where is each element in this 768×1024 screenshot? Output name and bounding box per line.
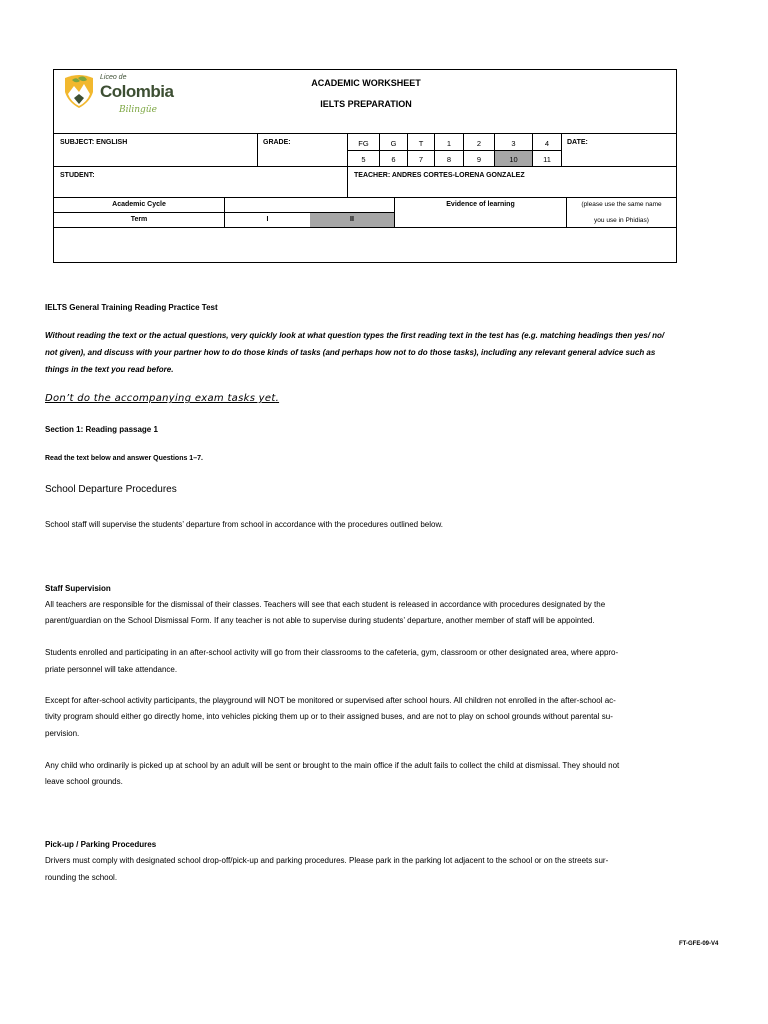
intro-line: not given), and discuss with your partner how to do those kinds of tasks (and perhaps how not to do those tasks), including any relevant general advice such as — [45, 348, 656, 357]
paragraph-line: parent/guardian on the School Dismissal Form. If any teacher is not able to supervise during students’ departure, another member of staff will be appointed. — [45, 616, 595, 625]
intro-line: Without reading the text or the actual questions, very quickly look at what question types the first reading text in the test has (e.g. matching headings then yes/ no/ — [45, 331, 665, 340]
instruction-note: Don’t do the accompanying exam tasks yet. — [45, 393, 280, 404]
grade-cell: 8 — [446, 155, 452, 164]
paragraph-line: priate personnel will take attendance. — [45, 665, 178, 674]
paragraph-line: pervision. — [45, 729, 80, 738]
worksheet-title: ACADEMIC WORKSHEET — [311, 78, 421, 88]
academic-cycle-label: Academic Cycle — [112, 201, 166, 208]
student-label: STUDENT: — [60, 172, 95, 179]
grade-cell: G — [390, 139, 397, 148]
passage-title: School Departure Procedures — [45, 484, 177, 495]
paragraph-line: Students enrolled and participating in an after-school activity will go from their classrooms to the cafeteria, gym, classroom or other designated area, where appro- — [45, 648, 619, 657]
divider — [561, 133, 562, 166]
grade-cell: 6 — [391, 155, 396, 164]
worksheet-header-table — [53, 69, 677, 263]
grade-cell: 3 — [511, 139, 516, 148]
paragraph-line: rounding the school. — [45, 873, 118, 882]
subheading-pickup-parking: Pick-up / Parking Procedures — [45, 840, 157, 849]
logo-colombia-text: Colombia — [100, 82, 174, 101]
divider — [54, 227, 676, 228]
grade-cell: 10 — [509, 155, 518, 164]
paragraph-line: Any child who ordinarily is picked up at school by an adult will be sent or brought to the main office if the adult fails to collect the child at dismissal. They should not — [45, 761, 620, 770]
phidias-note-line1: (please use the same name — [581, 201, 662, 208]
paragraph-line: tivity program should either go directly home, into vehicles picking them up or to their assigned buses, and are not to play on school grounds without parental su- — [45, 712, 613, 721]
logo-liceo-text: Liceo de — [100, 74, 127, 81]
grade-cell: 7 — [418, 155, 424, 164]
grade-cell: 4 — [544, 139, 550, 148]
subheading-staff-supervision: Staff Supervision — [45, 584, 111, 593]
paragraph-line: Except for after-school activity participants, the playground will NOT be monitored or supervised after school hours. All children not enrolled in the after-school ac- — [45, 696, 616, 705]
page-heading: IELTS General Training Reading Practice Test — [45, 303, 218, 312]
grade-cell: T — [418, 139, 424, 148]
worksheet-subtitle: IELTS PREPARATION — [320, 99, 412, 109]
paragraph: School staff will supervise the students’ departure from school in accordance with the procedures outlined below. — [45, 520, 443, 529]
section-heading: Section 1: Reading passage 1 — [45, 425, 158, 434]
phidias-note-line2: you use in Phidias) — [594, 217, 649, 224]
intro-line: things in the text you read before. — [45, 365, 174, 374]
grade-cell: 1 — [446, 139, 452, 148]
paragraph-line: Drivers must comply with designated school drop-off/pick-up and parking procedures. Please park in the parking lot adjacent to the school or on the streets sur- — [45, 856, 609, 865]
teacher-label: TEACHER: ANDRES CORTES-LORENA GONZALEZ — [354, 172, 525, 179]
grade-cell: 11 — [543, 155, 551, 164]
term-label: Term — [130, 216, 148, 223]
document-code: FT-GFE-09-V4 — [679, 941, 719, 947]
term-ii: II — [350, 216, 354, 223]
evidence-label: Evidence of learning — [446, 201, 515, 208]
divider — [54, 166, 676, 167]
task-instruction: Read the text below and answer Questions 1–7. — [45, 455, 203, 462]
divider — [54, 133, 676, 134]
grade-cell: 9 — [476, 155, 482, 164]
term-i: I — [266, 216, 269, 223]
date-label: DATE: — [567, 139, 588, 146]
logo-bilingue-text: Bilingüe — [119, 105, 157, 115]
grade-cell: 5 — [361, 155, 366, 164]
grade-label: GRADE: — [263, 139, 291, 146]
divider — [54, 197, 676, 198]
grade-cell: FG — [358, 139, 369, 148]
paragraph-line: leave school grounds. — [45, 777, 123, 786]
subject-label: SUBJECT: ENGLISH — [60, 139, 128, 146]
paragraph-line: All teachers are responsible for the dismissal of their classes. Teachers will see that each student is released in accordance with procedures designated by the — [45, 600, 606, 609]
grade-cell: 2 — [476, 139, 482, 148]
divider — [257, 133, 258, 166]
